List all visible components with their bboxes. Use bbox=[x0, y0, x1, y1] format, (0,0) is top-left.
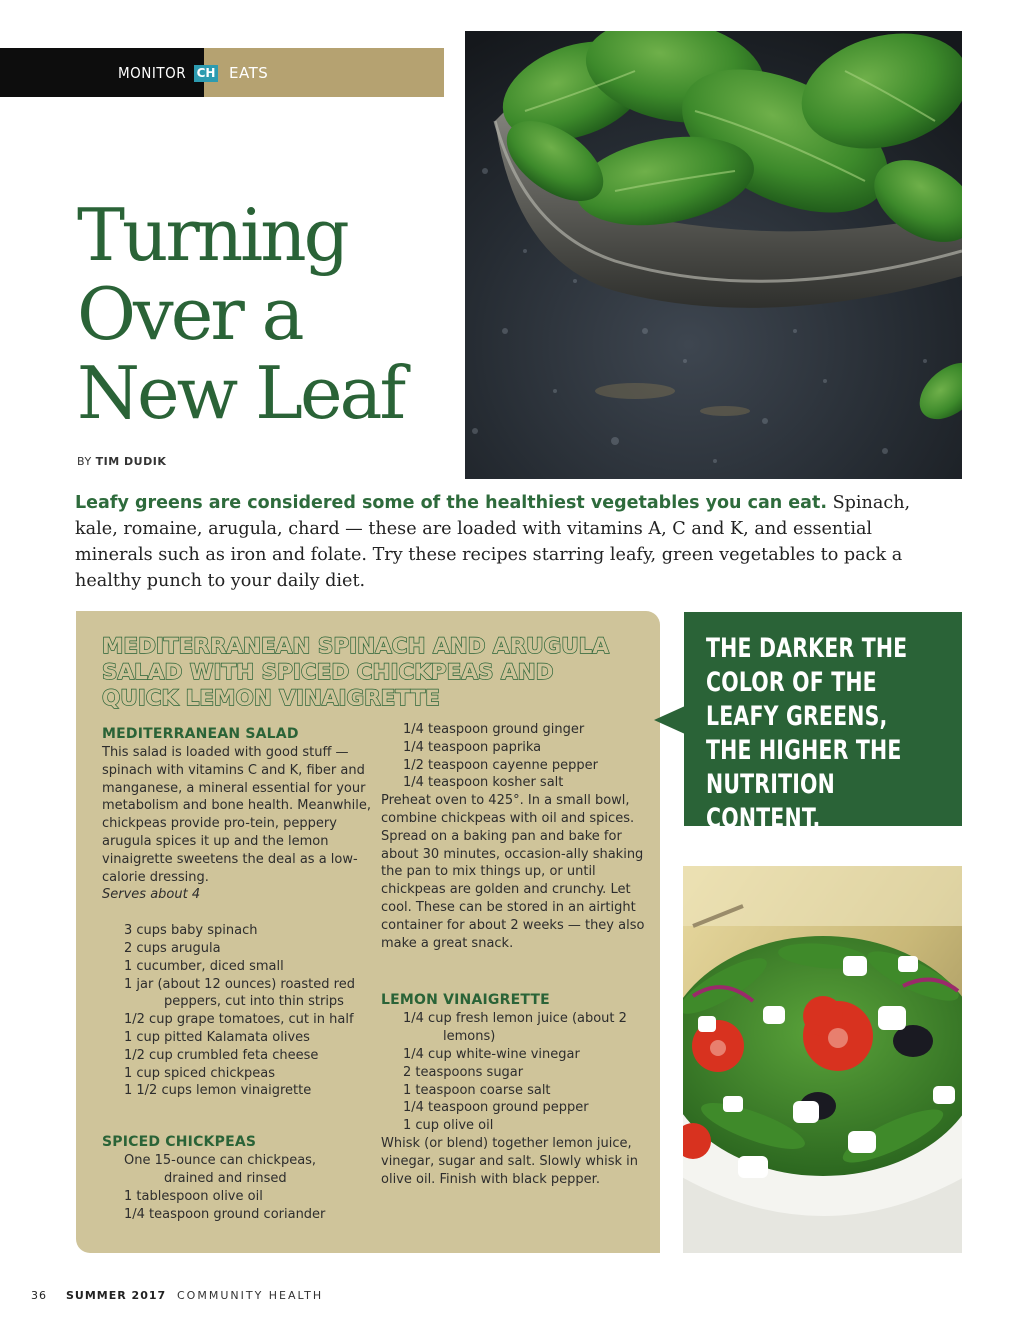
section-label: MONITOR bbox=[118, 64, 187, 82]
salad-bowl-photo bbox=[683, 866, 962, 1253]
author-name: TIM DUDIK bbox=[95, 455, 167, 468]
intro-paragraph bbox=[75, 490, 955, 594]
pull-quote-pointer bbox=[654, 706, 685, 734]
ingredient-item bbox=[102, 993, 372, 1011]
recipe-title-line-2: SALAD WITH SPICED CHICKPEAS AND bbox=[102, 660, 554, 685]
ingredient-item: 1/4 teaspoon ground pepper bbox=[403, 1100, 589, 1116]
salad-heading: MEDITERRANEAN SALAD bbox=[102, 726, 299, 742]
intro-body: Spinach, kale, romaine, arugula, chard — these are loaded with vitamins A, C and K, and essential minerals such as iron and folate. Try these recipes starring leafy, green vegetables to pack a healthy punch to your daily diet. bbox=[75, 493, 911, 591]
ingredient-item: 1/4 teaspoon paprika bbox=[403, 739, 542, 755]
ingredient-item: 2 cups arugula bbox=[124, 940, 221, 956]
ingredient-item: 1 teaspoon coarse salt bbox=[403, 1082, 551, 1098]
recipe-column-right bbox=[381, 721, 646, 1188]
vinaigrette-heading: LEMON VINAIGRETTE bbox=[381, 992, 550, 1009]
ingredient-item: 1 1/2 cups lemon vinaigrette bbox=[124, 1083, 312, 1099]
ingredient-item: 1/2 teaspoon cayenne pepper bbox=[403, 757, 598, 773]
intro-lead: Leafy greens are considered some of the healthiest vegetables you can eat. bbox=[75, 493, 827, 513]
byline bbox=[77, 455, 166, 468]
page-number: 36 bbox=[31, 1289, 47, 1302]
byline-prefix: BY bbox=[77, 455, 92, 468]
chickpeas-ingredients bbox=[102, 1152, 372, 1223]
ingredient-item: 1/2 cup crumbled feta cheese bbox=[124, 1047, 319, 1063]
article-title bbox=[77, 193, 457, 435]
recipe-title bbox=[102, 634, 662, 712]
publication-name: COMMUNITY HEALTH bbox=[177, 1289, 324, 1302]
ingredient-item: 1/4 cup white-wine vinegar bbox=[403, 1046, 580, 1062]
vinaigrette-method: Whisk (or blend) together lemon juice, vinegar, sugar and salt. Slowly whisk in olive oil. Finish with black pepper. bbox=[381, 1135, 639, 1187]
recipe-title-line-1: MEDITERRANEAN SPINACH AND ARUGULA bbox=[102, 634, 610, 659]
recipe-column-left bbox=[102, 724, 372, 1223]
recipe-title-line-3: QUICK LEMON VINAIGRETTE bbox=[102, 686, 440, 711]
ingredient-item: One 15-ounce can chickpeas, bbox=[124, 1153, 317, 1169]
chickpeas-method: Preheat oven to 425°. In a small bowl, combine chickpeas with oil and spices. Spread on a baking pan and bake for about 30 minutes, occasion-ally shaking the pan to mix things up, or until chickpeas are golden and crunchy. Let cool. These can be stored in an airtight container for about 2 weeks — they also make a great snack. bbox=[381, 793, 645, 951]
ingredient-continuation: lemons) bbox=[443, 1029, 496, 1045]
salad-ingredients bbox=[102, 922, 372, 1100]
category-label: EATS bbox=[229, 64, 269, 82]
ingredient-item: 1 tablespoon olive oil bbox=[124, 1188, 263, 1204]
ingredient-item: 1 cup pitted Kalamata olives bbox=[124, 1029, 310, 1045]
issue-label: SUMMER 2017 bbox=[66, 1289, 167, 1302]
ingredient-item: 2 teaspoons sugar bbox=[403, 1064, 524, 1080]
title-line-2: Over a bbox=[77, 272, 302, 356]
ingredient-item: 1 cup spiced chickpeas bbox=[124, 1065, 276, 1081]
ingredient-item: 1/4 teaspoon kosher salt bbox=[403, 775, 564, 791]
ingredient-item: 1 cucumber, diced small bbox=[124, 958, 284, 974]
ingredient-item: 1/2 cup grape tomatoes, cut in half bbox=[124, 1012, 354, 1028]
ingredient-item: 1/4 cup fresh lemon juice (about 2 bbox=[403, 1011, 627, 1027]
ch-logo-badge: CH bbox=[194, 65, 218, 82]
ingredient-item bbox=[102, 1170, 372, 1188]
chickpeas-heading: SPICED CHICKPEAS bbox=[102, 1134, 257, 1151]
ingredient-continuation: peppers, cut into thin strips bbox=[164, 994, 344, 1010]
serves-note: Serves about 4 bbox=[102, 887, 201, 903]
ingredient-item: 3 cups baby spinach bbox=[124, 923, 258, 939]
salad-description: This salad is loaded with good stuff — spinach with vitamins C and K, fiber and manganese, a mineral essential for your metabolism and bone health. Meanwhile, chickpeas provide pro-tein, peppery arugula spices it up and the lemon vinaigrette sweetens the deal as a low-calorie dressing. bbox=[102, 745, 371, 885]
ingredient-item: 1/4 teaspoon ground coriander bbox=[124, 1206, 326, 1222]
pull-quote-text: THE DARKER THE COLOR OF THE LEAFY GREENS, THE HIGHER THE NUTRITION CONTENT. bbox=[706, 633, 908, 834]
title-line-3: New Leaf bbox=[77, 351, 404, 435]
ingredient-continuation: drained and rinsed bbox=[164, 1170, 287, 1186]
vinaigrette-ingredients bbox=[381, 1010, 646, 1135]
ingredient-item: 1/4 teaspoon ground ginger bbox=[403, 722, 585, 737]
title-line-1: Turning bbox=[77, 193, 347, 277]
chickpeas-ingredients-cont bbox=[381, 721, 646, 792]
ingredient-item: 1 jar (about 12 ounces) roasted red bbox=[124, 976, 355, 992]
ingredient-item: 1 cup olive oil bbox=[403, 1118, 494, 1134]
spinach-bowl-photo bbox=[465, 31, 962, 479]
ingredient-item bbox=[381, 1028, 646, 1046]
